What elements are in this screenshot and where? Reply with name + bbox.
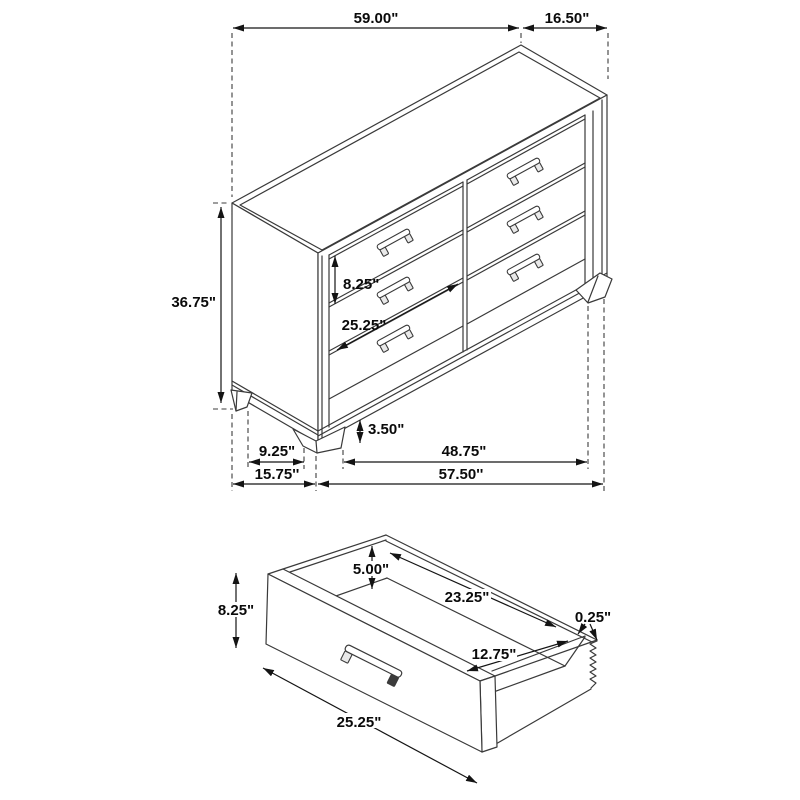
dim-label-drawer-height: 8.25" [343, 276, 380, 293]
dim-label-inside-length: 23.25" [444, 589, 490, 606]
dim-label-inside-depth: 12.75" [471, 646, 517, 663]
dovetail-joint [590, 641, 597, 688]
dim-label-foot-height: 3.50" [368, 421, 405, 438]
dim-label-foot-inset: 9.25" [258, 443, 296, 460]
dim-label-drawer-width: 25.25" [341, 317, 387, 334]
dim-label-top-width: 59.00" [353, 10, 399, 27]
dim-label-top-depth: 16.50" [544, 10, 590, 27]
dim-label-height: 36.75" [171, 294, 216, 311]
dim-label-front-feet-span: 48.75" [441, 443, 487, 460]
dim-label-side-thickness: 0.25" [574, 609, 612, 626]
drawer-box-drawing [216, 535, 611, 783]
dim-label-base-width: 57.50'' [438, 466, 484, 483]
dresser-drawing [171, 10, 612, 491]
dim-label-base-depth: 15.75'' [254, 466, 300, 483]
dim-label-drawer-front-width: 25.25" [336, 714, 382, 731]
dim-label-drawer-front-height: 8.25" [217, 602, 255, 619]
dim-label-inside-height: 5.00" [352, 561, 390, 578]
back-left-leg [231, 390, 252, 411]
